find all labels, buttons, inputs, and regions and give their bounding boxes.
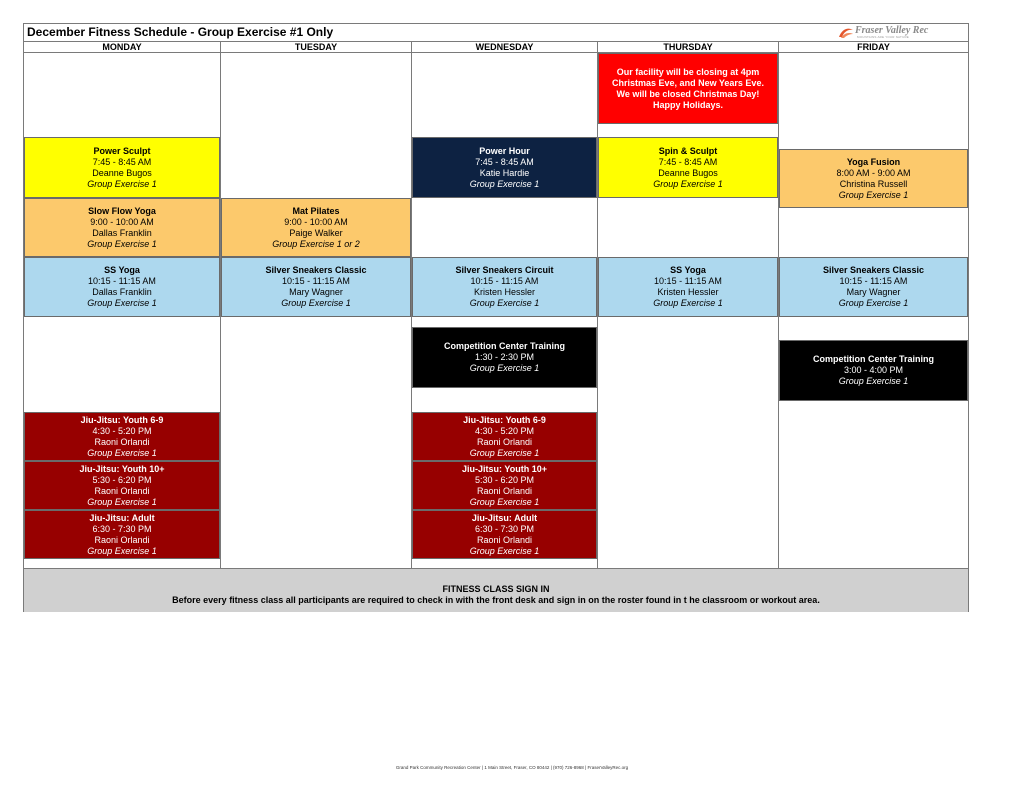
signin-title: FITNESS CLASS SIGN IN xyxy=(442,584,550,594)
class-time: 9:00 - 10:00 AM xyxy=(90,216,154,227)
class-time: 6:30 - 7:30 PM xyxy=(474,523,535,534)
class-block xyxy=(598,137,778,198)
class-time: 10:15 - 11:15 AM xyxy=(470,276,539,286)
class-name: Jiu-Jitsu: Youth 10+ xyxy=(462,463,547,474)
class-time: 5:30 - 6:20 PM xyxy=(92,474,152,485)
class-block xyxy=(412,461,597,510)
class-instructor: Raoni Orlandi xyxy=(94,534,150,545)
class-block xyxy=(24,257,220,317)
class-block xyxy=(24,510,220,559)
class-time: 7:45 - 8:45 AM xyxy=(475,156,534,167)
class-instructor: Kristen Hessler xyxy=(657,287,719,297)
class-location: Group Exercise 1 xyxy=(87,447,157,458)
logo-name: Fraser Valley Rec xyxy=(855,25,929,36)
class-block xyxy=(779,149,968,208)
class-location: Group Exercise 1 xyxy=(87,545,157,556)
class-location: Group Exercise 1 xyxy=(469,496,540,507)
column-wednesday xyxy=(412,53,598,568)
class-time: 10:15 - 11:15 AM xyxy=(654,276,722,286)
logo xyxy=(838,25,930,40)
class-block xyxy=(779,257,968,317)
class-name: Competition Center Training xyxy=(812,354,934,364)
signin-text: Before every fitness class all participants are required to check in with the front desk and sign in on the roster found in t he classroom or workout area. xyxy=(172,595,820,605)
day-header-thursday: THURSDAY xyxy=(598,41,779,53)
class-block xyxy=(221,198,411,257)
class-name: Silver Sneakers Classic xyxy=(265,265,367,275)
class-location: Group Exercise 1 xyxy=(653,298,723,308)
class-instructor: Mary Wagner xyxy=(289,287,343,297)
class-name: Jiu-Jitsu: Youth 6-9 xyxy=(80,414,164,425)
class-block xyxy=(221,257,411,317)
class-location: Group Exercise 1 xyxy=(469,178,540,189)
class-time: 5:30 - 6:20 PM xyxy=(474,474,535,485)
class-location: Group Exercise 1 xyxy=(87,178,157,189)
class-location: Group Exercise 1 xyxy=(469,363,540,373)
class-name: Jiu-Jitsu: Adult xyxy=(471,512,538,523)
class-block xyxy=(412,327,597,388)
class-instructor: Raoni Orlandi xyxy=(94,436,150,447)
class-name: Silver Sneakers Classic xyxy=(822,265,925,275)
class-instructor: Raoni Orlandi xyxy=(476,485,533,496)
class-name: SS Yoga xyxy=(670,265,706,275)
class-location: Group Exercise 1 xyxy=(838,298,909,308)
class-instructor: Dallas Franklin xyxy=(92,227,152,238)
class-name: Slow Flow Yoga xyxy=(88,205,156,216)
footer-address: Grand Park Community Recreation Center | 1 Main Street, Fraser, CO 80442 | (970) 726-8968 | FraserValleyRec.org xyxy=(395,765,629,770)
class-time: 3:00 - 4:00 PM xyxy=(843,365,904,375)
class-name: Silver Sneakers Circuit xyxy=(455,265,554,275)
class-block xyxy=(412,137,597,198)
class-location: Group Exercise 1 xyxy=(87,238,157,249)
class-instructor: Dallas Franklin xyxy=(92,287,152,297)
column-monday xyxy=(24,53,221,568)
class-time: 6:30 - 7:30 PM xyxy=(92,523,152,534)
holiday-notice: Our facility will be closing at 4pm Christmas Eve, and New Years Eve. We will be closed Christmas Day! Happy Holidays. xyxy=(598,53,778,124)
class-block xyxy=(24,198,220,257)
class-instructor: Kristen Hessler xyxy=(473,287,536,297)
class-block xyxy=(412,257,597,317)
class-instructor: Mary Wagner xyxy=(846,287,901,297)
class-time: 10:15 - 11:15 AM xyxy=(282,276,350,286)
swirl-logo-icon xyxy=(838,25,854,40)
class-time: 1:30 - 2:30 PM xyxy=(474,352,535,362)
class-block xyxy=(24,412,220,461)
class-block xyxy=(412,412,597,461)
class-block xyxy=(24,461,220,510)
logo-tagline: MOUNTAINS ARE YOUR NATURE xyxy=(857,35,910,39)
class-location: Group Exercise 1 xyxy=(838,189,909,200)
class-name: Yoga Fusion xyxy=(846,156,901,167)
class-name: Mat Pilates xyxy=(292,205,340,216)
day-header-monday: MONDAY xyxy=(24,41,221,53)
class-location: Group Exercise 1 xyxy=(469,447,540,458)
class-instructor: Katie Hardie xyxy=(479,167,530,178)
class-time: 8:00 AM - 9:00 AM xyxy=(836,167,911,178)
class-name: Jiu-Jitsu: Youth 10+ xyxy=(79,463,165,474)
class-instructor: Deanne Bugos xyxy=(658,167,718,178)
class-instructor: Raoni Orlandi xyxy=(476,534,533,545)
title-bar xyxy=(24,24,968,42)
class-location: Group Exercise 1 xyxy=(87,496,157,507)
class-location: Group Exercise 1 xyxy=(469,298,540,308)
column-friday xyxy=(779,53,968,568)
class-name: Power Sculpt xyxy=(93,145,151,156)
class-block xyxy=(779,340,968,401)
column-tuesday xyxy=(221,53,412,568)
class-time: 9:00 - 10:00 AM xyxy=(284,216,348,227)
class-name: Power Hour xyxy=(479,145,530,156)
class-name: SS Yoga xyxy=(104,265,140,275)
class-block xyxy=(598,257,778,317)
class-location: Group Exercise 1 xyxy=(838,376,909,386)
class-time: 7:45 - 8:45 AM xyxy=(92,156,152,167)
class-instructor: Raoni Orlandi xyxy=(94,485,150,496)
schedule-sheet xyxy=(23,23,969,612)
class-location: Group Exercise 1 xyxy=(469,545,540,556)
class-block xyxy=(24,137,220,198)
class-time: 10:15 - 11:15 AM xyxy=(88,276,156,286)
class-location: Group Exercise 1 xyxy=(653,178,723,189)
signin-notice xyxy=(24,568,968,612)
class-location: Group Exercise 1 or 2 xyxy=(272,238,360,249)
class-time: 4:30 - 5:20 PM xyxy=(474,425,535,436)
class-block xyxy=(412,510,597,559)
day-header-tuesday: TUESDAY xyxy=(221,41,412,53)
class-name: Competition Center Training xyxy=(443,341,565,351)
page-title: December Fitness Schedule - Group Exercise #1 Only xyxy=(27,25,334,39)
class-location: Group Exercise 1 xyxy=(87,298,157,308)
class-instructor: Raoni Orlandi xyxy=(476,436,533,447)
class-time: 10:15 - 11:15 AM xyxy=(839,276,908,286)
class-instructor: Deanne Bugos xyxy=(92,167,152,178)
class-time: 4:30 - 5:20 PM xyxy=(92,425,152,436)
class-location: Group Exercise 1 xyxy=(281,298,351,308)
day-header-friday: FRIDAY xyxy=(779,41,968,53)
class-time: 7:45 - 8:45 AM xyxy=(658,156,718,167)
class-name: Jiu-Jitsu: Adult xyxy=(89,512,155,523)
column-thursday xyxy=(598,53,779,568)
day-header-wednesday: WEDNESDAY xyxy=(412,41,598,53)
class-instructor: Christina Russell xyxy=(839,178,908,189)
class-name: Jiu-Jitsu: Youth 6-9 xyxy=(463,414,546,425)
class-name: Spin & Sculpt xyxy=(658,145,718,156)
class-instructor: Paige Walker xyxy=(289,227,343,238)
